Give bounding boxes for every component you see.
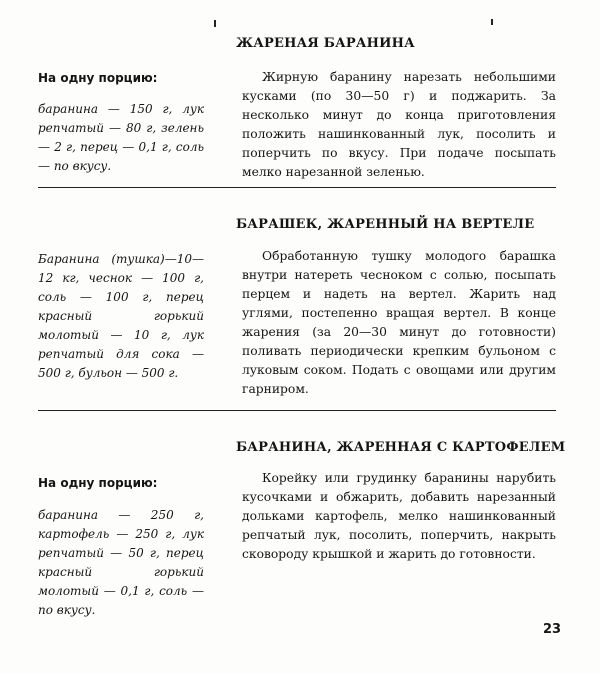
recipe-instructions: Жирную баранину нарезать небольшими кусками (по 30—50 г) и поджарить. За несколько минут до конца приготовления положить нашинкованный лук, посолить и поперчить по вкусу. При подаче посыпать мелко нарезанной зеленью. [242, 70, 556, 179]
section-divider [38, 187, 556, 188]
recipe-instructions: Корейку или грудинку баранины нарубить кусочками и обжарить, добавить нарезанный дольками картофель, мелко нашинкованный репчатый лук, посолить, поперчить, накрыть сковороду крышкой и жарить до готовности. [242, 471, 556, 561]
print-mark [214, 20, 216, 27]
portion-label: На одну порцию: [38, 71, 158, 85]
print-mark [491, 19, 493, 25]
recipe-title: БАРАНИНА, ЖАРЕННАЯ С КАРТОФЕЛЕМ [236, 440, 566, 455]
recipe-instructions: Обработанную тушку молодого барашка внутри натереть чесноком с солью, посыпать перцем и надеть на вертел. Жарить над углями, постепенно вращая вертел. В конце жарения (за 20—30 минут до готовности) поливать периодически крепким бульоном с луковым соком. Подать с овощами или другим гарниром. [242, 249, 556, 396]
recipe-title: БАРАШЕК, ЖАРЕННЫЙ НА ВЕРТЕЛЕ [236, 217, 535, 232]
ingredients-list: баранина — 250 г, картофель — 250 г, лук репчатый — 50 г, перец красный горький молотый — 0,1 г, соль — по вкусу. [38, 508, 204, 617]
portion-label: На одну порцию: [38, 476, 158, 490]
page-number: 23 [543, 622, 562, 637]
section-divider [38, 410, 556, 411]
ingredients-list: баранина — 150 г, лук репчатый — 80 г, зелень — 2 г, перец — 0,1 г, соль — по вкусу. [38, 102, 204, 173]
ingredients-list: Баранина (тушка)—10—12 кг, чеснок — 100 г, соль — 100 г, перец красный горький молотый — 10 г, лук репчатый для сока — 500 г, бульон — 500 г. [38, 252, 204, 380]
recipe-title: ЖАРЕНАЯ БАРАНИНА [236, 36, 415, 51]
